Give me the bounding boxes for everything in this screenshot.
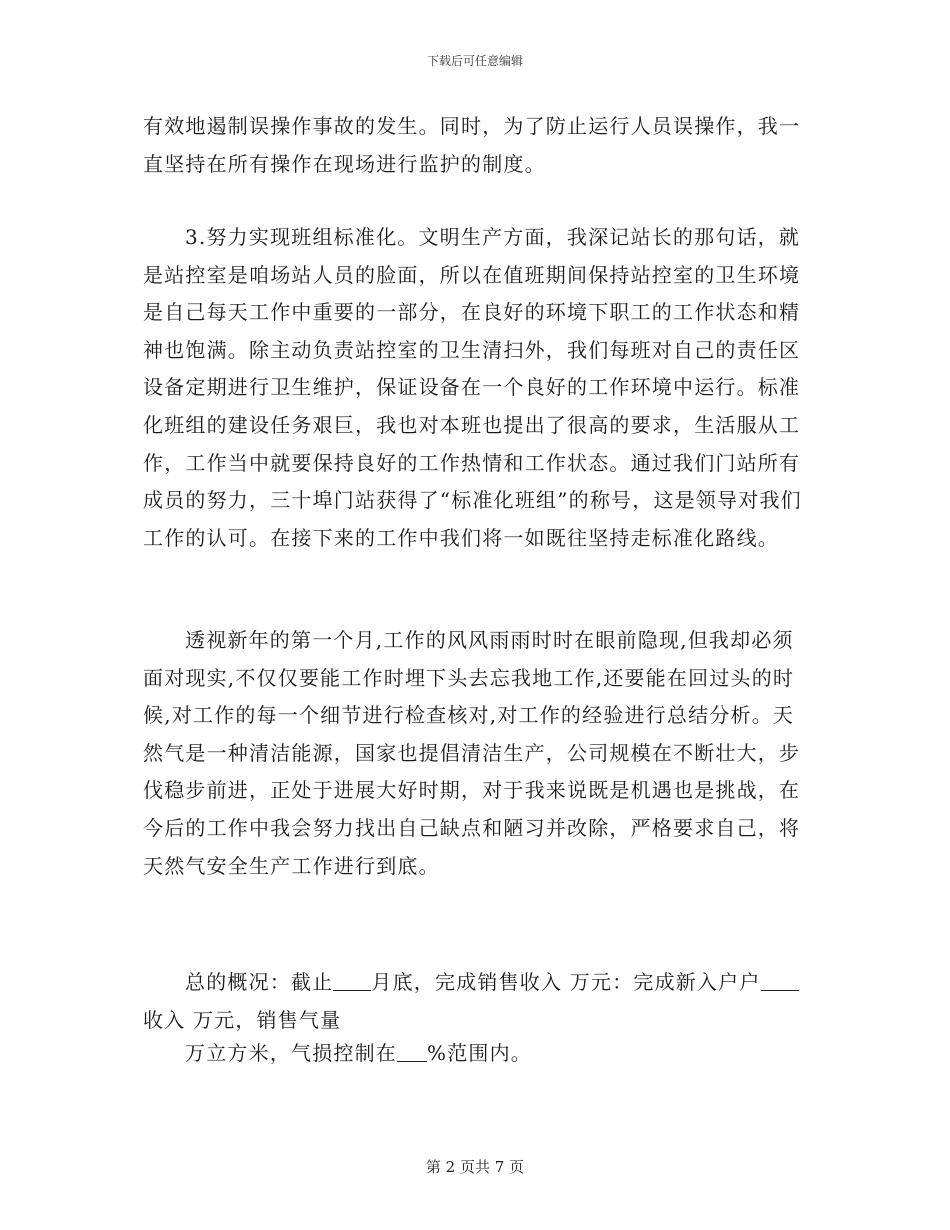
- paragraph-new-year-outlook: 透视新年的第一个月,工作的风风雨雨时时在眼前隐现,但我却必须面对现实,不仅仅要能工作时埋下头去忘我地工作,还要能在回过头的时候,对工作的每一个细节进行检查核对,对工作的经验进行总结分析。天然气是一种清洁能源，国家也提倡清洁生产，公司规模在不断壮大，步伐稳步前进，正处于进展大好时期，对于我来说既是机遇也是挑战，在今后的工作中我会努力找出自己缺点和陋习并改除，严格要求自己，将天然气安全生产工作进行到底。: [143, 628, 801, 878]
- blank-loss-rate: [397, 1039, 427, 1062]
- blank-new-households: [761, 968, 799, 991]
- blank-month: [333, 968, 371, 991]
- summary-text-2: 月底，完成销售收入 万元：完成新入户户: [371, 970, 761, 994]
- summary-text-1: 总的概况：截止: [185, 970, 334, 994]
- summary-text-5: %范围内。: [427, 1041, 533, 1065]
- paragraph-summary: [143, 964, 808, 1039]
- summary-text-4: 万立方米，气损控制在: [185, 1041, 397, 1065]
- page-header: 下载后可任意编辑: [426, 54, 523, 68]
- summary-text-3: 收入 万元，销售气量: [143, 1007, 342, 1032]
- paragraph-standardization: 3.努力实现班组标准化。文明生产方面，我深记站长的那句话，就是站控室是咱场站人员的脸面，所以在值班期间保持站控室的卫生环境是自己每天工作中重要的一部分，在良好的环境下职工的工作状态和精神也饱满。除主动负责站控室的卫生清扫外，我们每班对自己的责任区设备定期进行卫生维护，保证设备在一个良好的工作环境中运行。标准化班组的建设任务艰巨，我也对本班也提出了很高的要求，生活服从工作，工作当中就要保持良好的工作热情和工作状态。通过我们门站所有成员的努力，三十埠门站获得了“标准化班组”的称号，这是领导对我们工作的认可。在接下来的工作中我们将一如既往坚持走标准化路线。: [143, 225, 802, 550]
- paragraph-continuation: 有效地遏制误操作事故的发生。同时，为了防止运行人员误操作，我一直坚持在所有操作在现场进行监护的制度。: [143, 114, 801, 176]
- page-footer: 第 2 页共 7 页: [425, 1158, 525, 1176]
- paragraph-summary-cont: [143, 1035, 808, 1073]
